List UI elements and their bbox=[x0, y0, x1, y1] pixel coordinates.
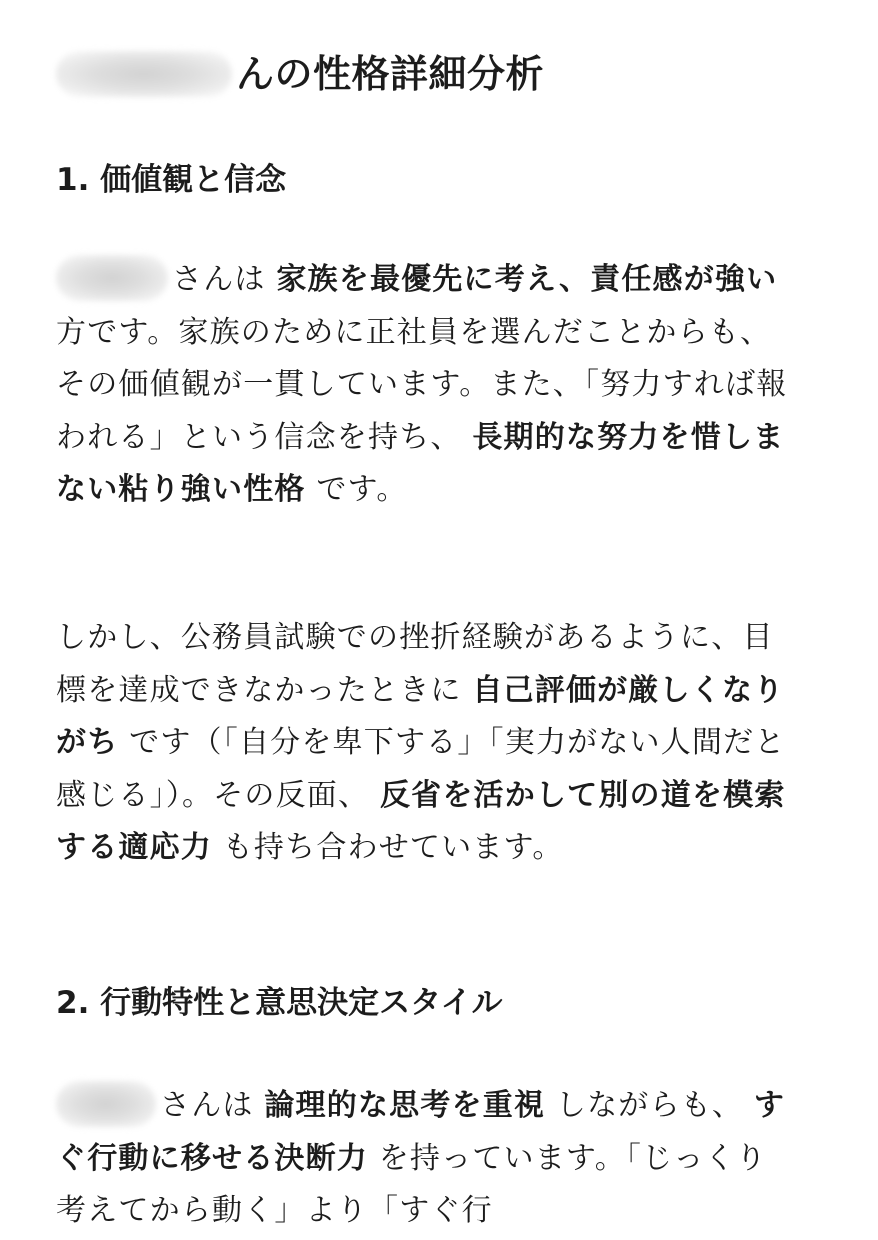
paragraph-values-1 bbox=[56, 254, 796, 517]
emphasis-text: 論理的な思考を重視 bbox=[264, 1088, 546, 1123]
emphasis-text: すぐ行動に移せる決断力 bbox=[56, 1088, 786, 1176]
text-run: 方です。家族のために正社員を選んだことからも、その価値観が一貫しています。また、「努力すれば報われる」という信念を持ち、 bbox=[56, 314, 788, 455]
text-run: も持ち合わせています。 bbox=[212, 830, 564, 865]
redacted-name-blur bbox=[56, 1081, 156, 1127]
text-run: さんは bbox=[160, 1088, 265, 1123]
text-run: です。 bbox=[305, 472, 408, 507]
emphasis-text: 長期的な努力を惜しまない粘り強い性格 bbox=[56, 419, 785, 507]
title-suffix: んの性格詳細分析 bbox=[236, 52, 545, 96]
text-run: しながらも、 bbox=[545, 1088, 754, 1123]
paragraph-behavior-1 bbox=[56, 1080, 796, 1238]
text-run: しかし、公務員試験での挫折経験があるように、目標を達成できなかったときに bbox=[56, 620, 774, 708]
emphasis-text: 自己評価が厳しくなりがち bbox=[56, 672, 785, 760]
emphasis-text: 家族を最優先に考え、責任感が強い bbox=[276, 262, 778, 297]
section-heading-values: 1. 価値観と信念 bbox=[56, 162, 287, 198]
text-run: を持っています。「じっくり考えてから動く」より「すぐ行 bbox=[56, 1140, 767, 1228]
document-title bbox=[56, 44, 544, 104]
redacted-name-blur bbox=[56, 255, 168, 301]
emphasis-text: 反省を活かして別の道を模索する適応力 bbox=[56, 777, 786, 865]
section-heading-behavior: 2. 行動特性と意思決定スタイル bbox=[56, 985, 503, 1021]
text-run: です（「自分を卑下する」「実力がない人間だと感じる」）。その反面、 bbox=[56, 725, 786, 813]
paragraph-values-2 bbox=[56, 612, 796, 875]
redacted-name-blur bbox=[56, 51, 232, 97]
text-run: さんは bbox=[172, 262, 277, 297]
